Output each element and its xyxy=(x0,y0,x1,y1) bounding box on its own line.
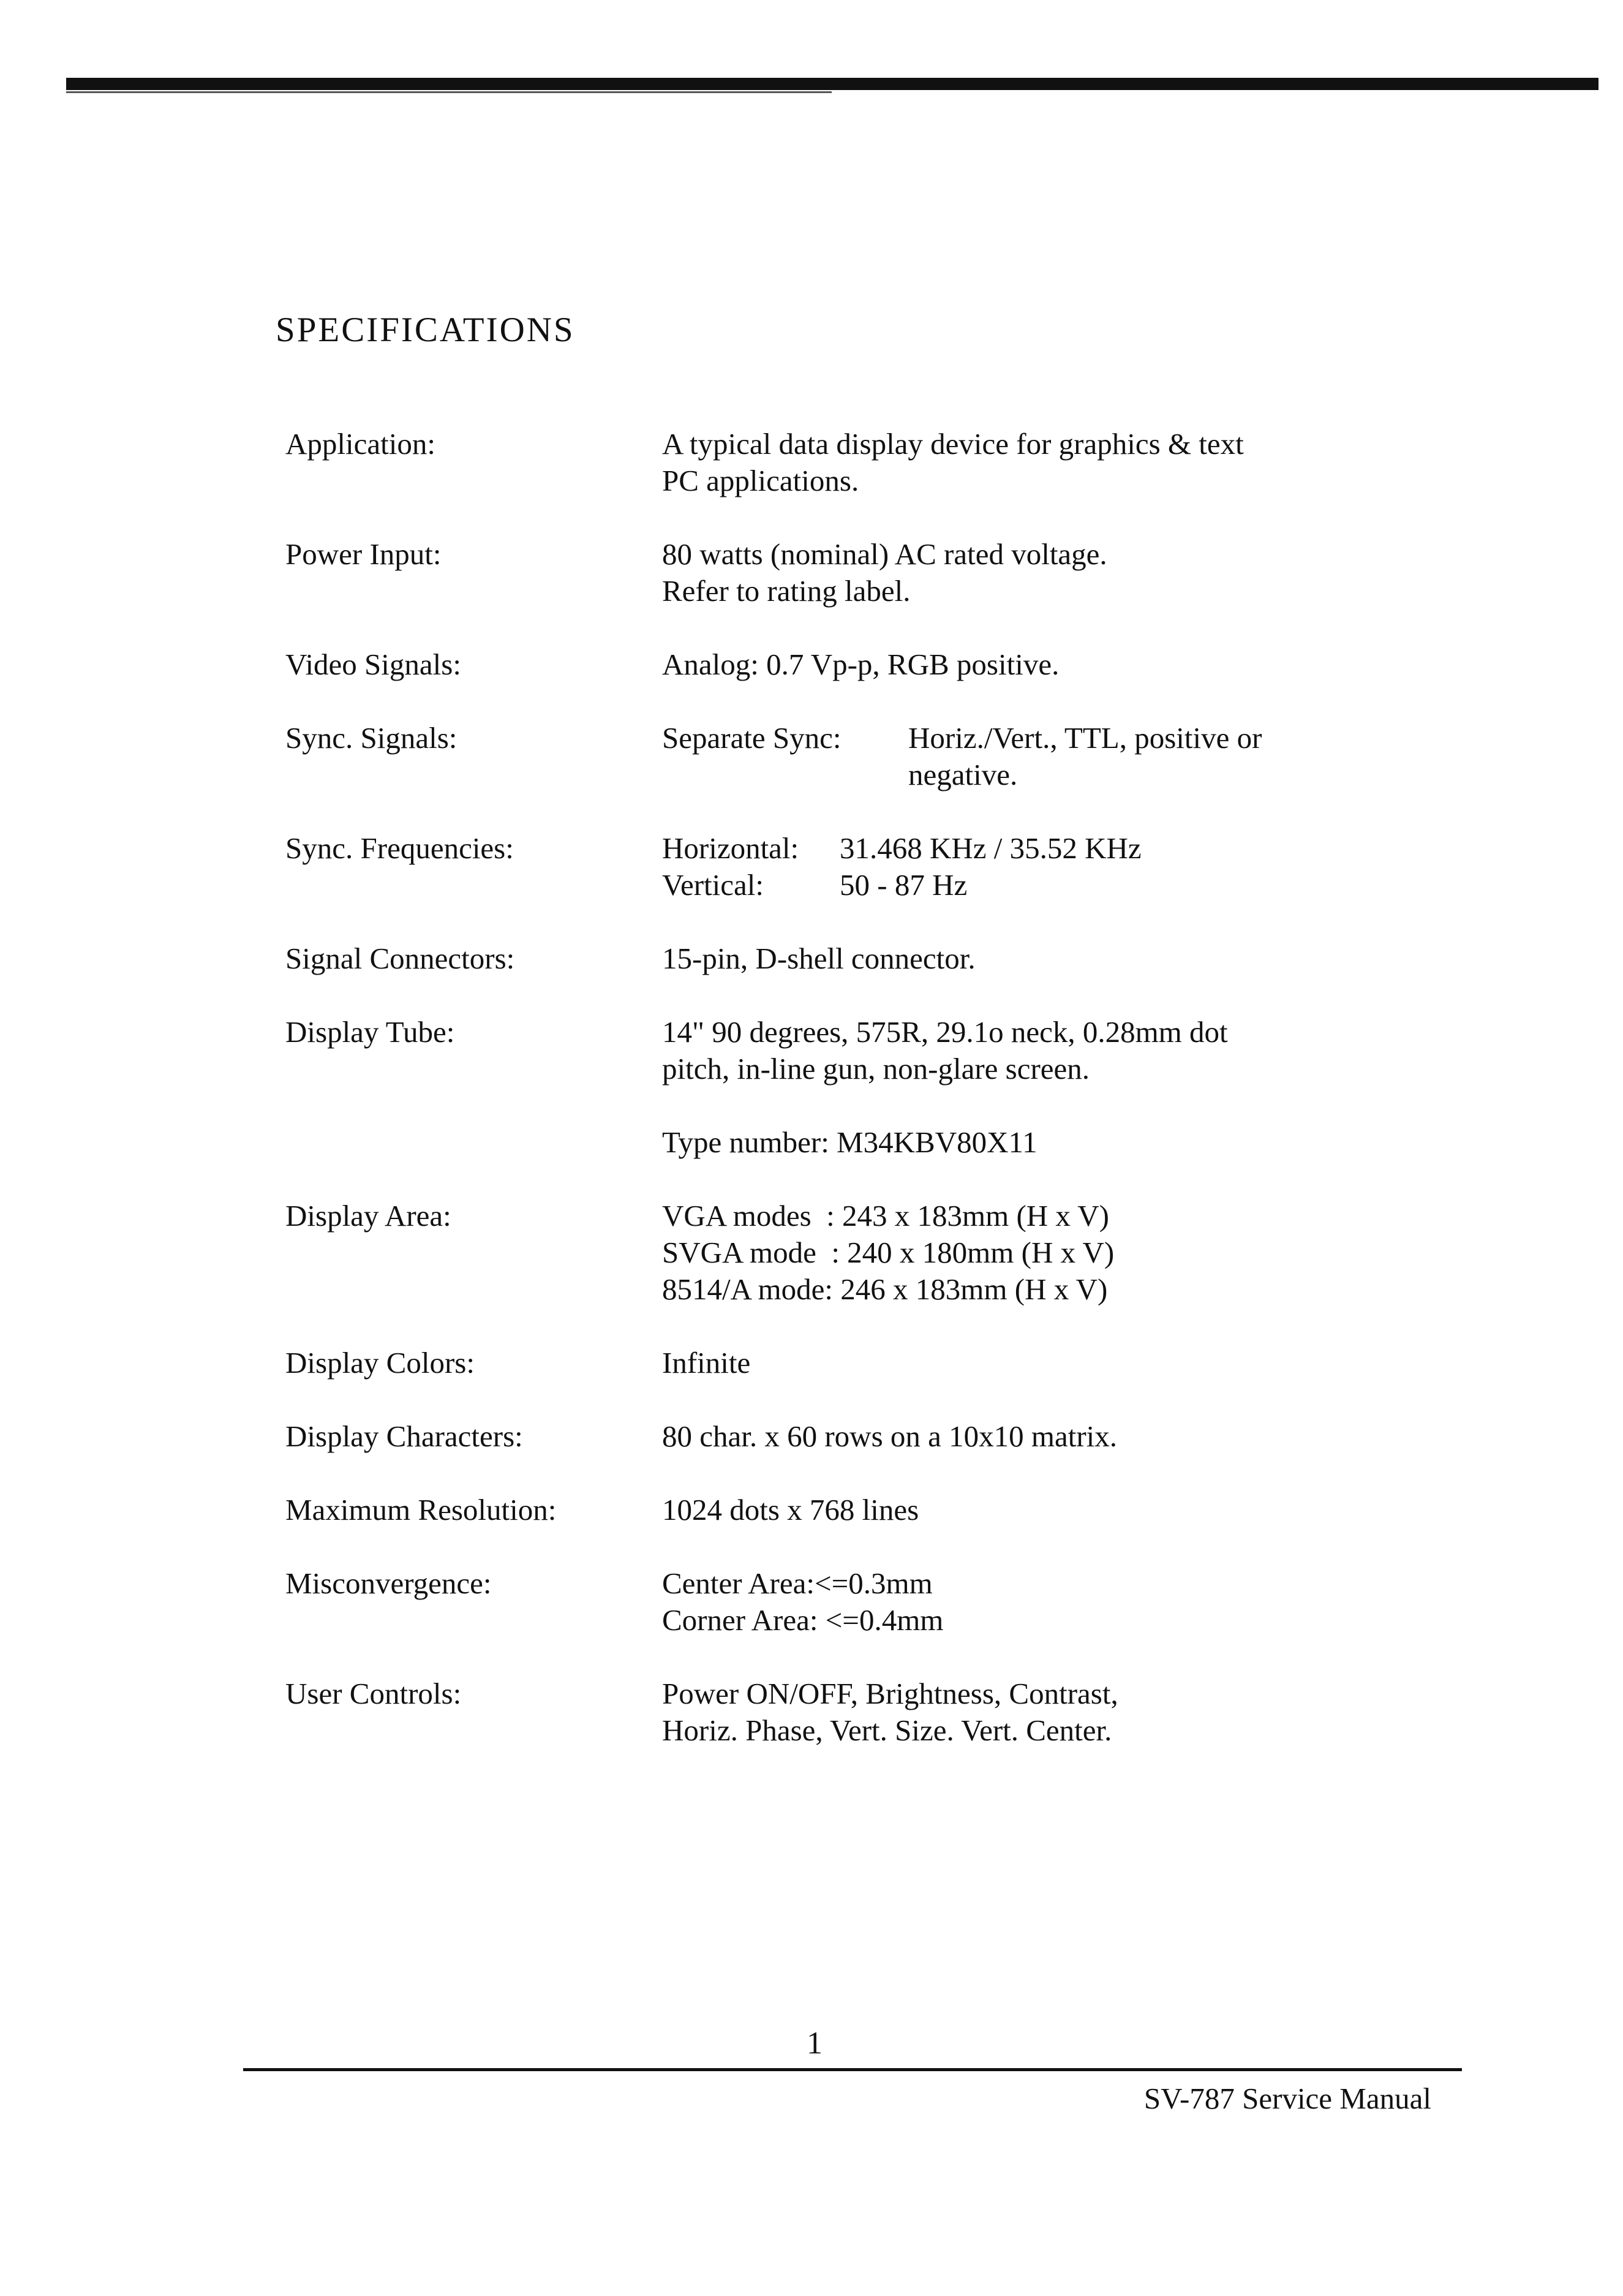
spec-label: Display Colors: xyxy=(285,1346,475,1380)
spec-value-line: PC applications. xyxy=(662,464,859,497)
spec-table xyxy=(285,426,1425,1786)
spec-value xyxy=(662,1014,1425,1161)
spec-value xyxy=(662,1675,1425,1749)
frequency-value: 50 - 87 Hz xyxy=(840,868,968,902)
tube-type-number: Type number: M34KBV80X11 xyxy=(662,1125,1037,1159)
spec-value xyxy=(662,1565,1425,1639)
spec-value-line: Power ON/OFF, Brightness, Contrast, xyxy=(662,1677,1118,1710)
spec-value-line: VGA modes : 243 x 183mm (H x V) xyxy=(662,1199,1109,1233)
spec-value xyxy=(662,1198,1425,1308)
spec-value-line: Refer to rating label. xyxy=(662,574,911,608)
spec-label: Maximum Resolution: xyxy=(285,1493,557,1527)
spec-value-line: 14" 90 degrees, 575R, 29.1o neck, 0.28mm dot xyxy=(662,1015,1228,1049)
spec-value-line: negative. xyxy=(908,758,1018,791)
spec-row-power-input xyxy=(285,536,1425,610)
spec-row-display-tube xyxy=(285,1014,1425,1161)
spec-label: Sync. Frequencies: xyxy=(285,831,514,865)
spec-value-line: Horiz. Phase, Vert. Size. Vert. Center. xyxy=(662,1713,1112,1747)
spec-value-line: Center Area:<=0.3mm xyxy=(662,1566,933,1600)
spec-row-display-colors xyxy=(285,1345,1425,1381)
spec-value-line: 8514/A mode: 246 x 183mm (H x V) xyxy=(662,1272,1108,1306)
frequency-key: Vertical: xyxy=(662,868,764,902)
spec-value-line: A typical data display device for graphics & text xyxy=(662,427,1244,461)
spec-value xyxy=(662,426,1425,499)
frequency-key: Horizontal: xyxy=(662,831,799,865)
spec-label: Display Area: xyxy=(285,1199,451,1233)
page-number: 1 xyxy=(807,2026,823,2061)
spec-value-line: 80 char. x 60 rows on a 10x10 matrix. xyxy=(662,1419,1118,1453)
spec-row-display-area xyxy=(285,1198,1425,1308)
frequency-row-horizontal xyxy=(662,830,1425,867)
spec-row-misconvergence xyxy=(285,1565,1425,1639)
spec-value-line: pitch, in-line gun, non-glare screen. xyxy=(662,1052,1090,1086)
spec-value xyxy=(662,1345,1425,1381)
spec-value-line: 15-pin, D-shell connector. xyxy=(662,942,976,975)
spec-label: Sync. Signals: xyxy=(285,721,458,755)
spec-value-line: Analog: 0.7 Vp-p, RGB positive. xyxy=(662,648,1060,681)
sync-type-value xyxy=(908,720,1425,793)
bottom-rule xyxy=(243,2068,1462,2071)
spec-row-maximum-resolution xyxy=(285,1492,1425,1528)
spec-value-line: 80 watts (nominal) AC rated voltage. xyxy=(662,537,1107,571)
frequency-value: 31.468 KHz / 35.52 KHz xyxy=(840,831,1142,865)
spec-label: Video Signals: xyxy=(285,648,461,681)
spec-value xyxy=(662,1492,1425,1528)
spec-row-application xyxy=(285,426,1425,499)
spec-value-line: SVGA mode : 240 x 180mm (H x V) xyxy=(662,1236,1115,1269)
spec-label: Application: xyxy=(285,427,435,461)
spec-row-display-characters xyxy=(285,1418,1425,1455)
spec-label: Display Characters: xyxy=(285,1419,523,1453)
top-rule xyxy=(66,78,1599,90)
frequency-row-vertical xyxy=(662,867,1425,904)
sync-type-label: Separate Sync: xyxy=(662,721,842,755)
spec-value-line: 1024 dots x 768 lines xyxy=(662,1493,919,1527)
spec-row-sync-signals xyxy=(285,720,1425,793)
spec-row-sync-frequencies xyxy=(285,830,1425,904)
spec-value xyxy=(662,536,1425,610)
spec-row-user-controls xyxy=(285,1675,1425,1749)
spec-value xyxy=(662,646,1425,683)
spec-value xyxy=(662,720,1425,793)
spec-value xyxy=(662,940,1425,977)
top-rule-secondary xyxy=(66,91,832,93)
spacer xyxy=(662,1087,1425,1124)
spec-label: User Controls: xyxy=(285,1677,462,1710)
spec-row-signal-connectors xyxy=(285,940,1425,977)
spec-value-line: Horiz./Vert., TTL, positive or xyxy=(908,721,1262,755)
spec-value xyxy=(662,1418,1425,1455)
spec-value-line: Corner Area: <=0.4mm xyxy=(662,1603,944,1637)
spec-label: Signal Connectors: xyxy=(285,942,515,975)
footer-manual-title: SV-787 Service Manual xyxy=(1143,2082,1431,2115)
page-title: SPECIFICATIONS xyxy=(276,311,575,349)
spec-label: Display Tube: xyxy=(285,1015,455,1049)
spec-value-line: Infinite xyxy=(662,1346,751,1380)
spec-value xyxy=(662,830,1425,904)
spec-row-video-signals xyxy=(285,646,1425,683)
spec-label: Power Input: xyxy=(285,537,442,571)
spec-label: Misconvergence: xyxy=(285,1566,492,1600)
